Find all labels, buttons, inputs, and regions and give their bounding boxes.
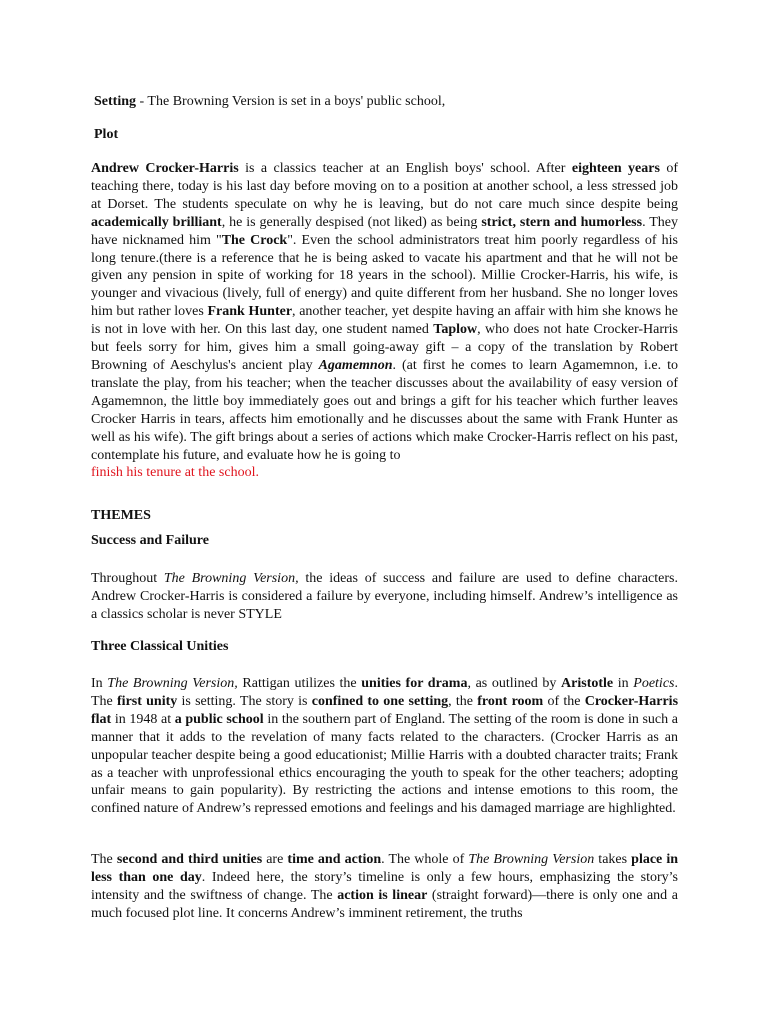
setting-line: Setting - The Browning Version is set in a boys' public school, xyxy=(94,94,446,109)
themes-heading: THEMES xyxy=(91,508,151,523)
classical-unities-heading: Three Classical Unities xyxy=(91,639,229,654)
setting-text: The Browning Version is set in a boys' public school, xyxy=(147,94,446,109)
setting-label: Setting xyxy=(94,94,136,109)
success-failure-paragraph: Throughout The Browning Version, the ideas of success and failure are used to define characters. Andrew Crocker-Harris is considered a failure by everyone, including himself. Andrew’s intelligence as a classics scholar is never STYLE xyxy=(91,571,678,622)
highlighted-text: finish his tenure at the school. xyxy=(91,465,259,481)
classical-unities-paragraph: In The Browning Version, Rattigan utilizes the unities for drama, as outlined by Aristotle in Poetics. The first unity is setting. The story is confined to one setting, the front room of the Crocker-Harris flat in 1948 at a public school in the southern part of England. The setting of the room is done in such a manner that it adds to the revelation of many facts related to the characters. (Crocker Harris as an unpopular teacher despite being a good educationist; Millie Harris with a doubted character traits; Frank as a teacher with unprofessional ethics encouraging the youth to speak for the other teachers; adopting unfair means to gain popularity). By restricting the actions and intense emotions to this room, the confined nature of Andrew’s repressed emotions and feelings and his damaged marriage are highlighted. xyxy=(91,676,679,817)
unities-time-action-paragraph: The second and third unities are time and action. The whole of The Browning Version takes place in less than one day. Indeed here, the story’s timeline is only a few hours, emphasizing the story’s intensity and the swiftness of change. The action is linear (straight forward)—there is only one and a much focused plot line. It concerns Andrew’s imminent retirement, the truths xyxy=(91,852,679,921)
plot-heading: Plot xyxy=(94,127,119,142)
plot-paragraph: Andrew Crocker-Harris is a classics teacher at an English boys' school. After eighteen years of teaching there, today is his last day before moving on to a position at another school, a less stressed job at Dorset. The students speculate on why he is leaving, but do not care much since despite being academically brilliant, he is generally despised (not liked) as being strict, stern and humorless. They have nicknamed him "The Crock". Even the school administrators treat him poorly regardless of his long tenure.(there is a reference that he is being asked to vacate his apartment and that he will not be given any pension in spite of working for 18 years in the school). Millie Crocker-Harris, his wife, is younger and vivacious (lively, full of energy) and quite different from her husband. She no longer loves him but rather loves Frank Hunter, another teacher, yet despite having an affair with him she knows he is not in love with her. On this last day, one student named Taplow, who does not hate Crocker-Harris but feels sorry for him, gives him a small going-away gift – a copy of the translation by Robert Browning of Aeschylus's ancient play Agamemnon. (at first he comes to learn Agamemnon, i.e. to translate the play, from his teacher; when the teacher discusses about the availability of easy version of Agamemnon, the little boy immediately goes out and brings a gift for his teacher which further leaves Crocker Harris in tears, affects him emotionally and he discusses about the same with Frank Hunter as well as his wife). The gift brings about a series of actions which make Crocker-Harris reflect on his past, contemplate his future, and evaluate how he is going to finish his tenure at the school. xyxy=(91,161,679,481)
success-failure-heading: Success and Failure xyxy=(91,533,209,548)
